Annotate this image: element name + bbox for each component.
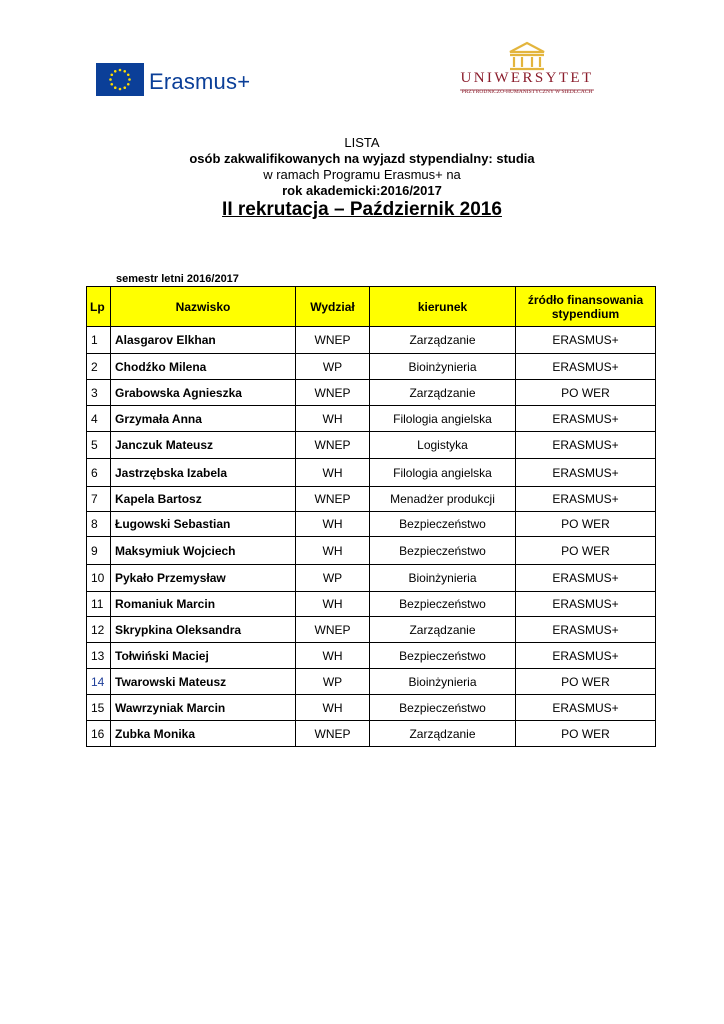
cell-lp: 10 [87,565,111,592]
cell-course: Filologia angielska [370,406,516,432]
cell-course: Bezpieczeństwo [370,592,516,617]
cell-funding: ERASMUS+ [516,327,656,354]
cell-name: Wawrzyniak Marcin [111,695,296,721]
cell-lp: 7 [87,487,111,512]
cell-course: Bioinżynieria [370,354,516,380]
cell-name: Twarowski Mateusz [111,669,296,695]
cell-name: Alasgarov Elkhan [111,327,296,354]
eu-stars [96,63,144,96]
cell-faculty: WH [296,643,370,669]
erasmus-logo-text: Erasmus+ [149,69,251,94]
cell-name: Romaniuk Marcin [111,592,296,617]
column-header-lp: Lp [87,287,111,327]
cell-funding: ERASMUS+ [516,643,656,669]
cell-faculty: WNEP [296,487,370,512]
cell-course: Zarządzanie [370,617,516,643]
cell-lp: 5 [87,432,111,459]
cell-funding: ERASMUS+ [516,487,656,512]
cell-funding: PO WER [516,537,656,565]
doc-title-lista: LISTA [344,135,380,150]
table-row [87,354,656,380]
qualified-students-table [86,286,656,747]
table-header-row [87,287,656,327]
doc-program-line: w ramach Programu Erasmus+ na [263,167,461,182]
cell-faculty: WH [296,592,370,617]
university-subtitle: PRZYRODNICZO-HUMANISTYCZNY W SIEDLCACH [461,89,593,95]
cell-lp: 8 [87,512,111,537]
cell-funding: ERASMUS+ [516,592,656,617]
column-header-funding: źródło finansowania stypendium [516,287,656,327]
cell-faculty: WP [296,669,370,695]
table-row [87,592,656,617]
cell-course: Menadżer produkcji [370,487,516,512]
cell-name: Jastrzębska Izabela [111,459,296,487]
cell-faculty: WNEP [296,327,370,354]
cell-name: Tołwiński Maciej [111,643,296,669]
university-name: UNIWERSYTET [460,70,594,86]
cell-name: Chodźko Milena [111,354,296,380]
column-header-faculty: Wydział [296,287,370,327]
table-row [87,406,656,432]
doc-recruitment-title: II rekrutacja – Październik 2016 [222,199,502,220]
table-row [87,459,656,487]
cell-funding: ERASMUS+ [516,565,656,592]
cell-course: Bioinżynieria [370,565,516,592]
doc-academic-year: rok akademicki:2016/2017 [282,183,442,198]
cell-name: Zubka Monika [111,721,296,747]
cell-faculty: WP [296,354,370,380]
cell-funding: ERASMUS+ [516,406,656,432]
cell-faculty: WNEP [296,380,370,406]
cell-lp: 4 [87,406,111,432]
doc-subtitle: osób zakwalifikowanych na wyjazd stypendialny: studia [189,151,535,166]
table-row [87,565,656,592]
cell-name: Skrypkina Oleksandra [111,617,296,643]
cell-lp: 15 [87,695,111,721]
cell-funding: PO WER [516,669,656,695]
cell-funding: PO WER [516,721,656,747]
cell-name: Pykało Przemysław [111,565,296,592]
cell-lp: 16 [87,721,111,747]
table-row [87,669,656,695]
table-row [87,432,656,459]
cell-funding: ERASMUS+ [516,432,656,459]
cell-funding: ERASMUS+ [516,354,656,380]
cell-lp: 11 [87,592,111,617]
table-row [87,617,656,643]
cell-funding: ERASMUS+ [516,459,656,487]
cell-name: Grzymała Anna [111,406,296,432]
semester-label: semestr letni 2016/2017 [116,273,239,285]
cell-name: Janczuk Mateusz [111,432,296,459]
cell-course: Bezpieczeństwo [370,512,516,537]
table-row [87,512,656,537]
table-row [87,380,656,406]
table-row [87,695,656,721]
cell-course: Bezpieczeństwo [370,537,516,565]
column-header-name: Nazwisko [111,287,296,327]
cell-course: Zarządzanie [370,327,516,354]
cell-lp: 12 [87,617,111,643]
table-row [87,643,656,669]
cell-faculty: WH [296,459,370,487]
cell-funding: ERASMUS+ [516,695,656,721]
cell-funding: PO WER [516,512,656,537]
table-row [87,327,656,354]
cell-lp: 3 [87,380,111,406]
table-row [87,487,656,512]
cell-name: Grabowska Agnieszka [111,380,296,406]
cell-course: Bezpieczeństwo [370,695,516,721]
cell-name: Ługowski Sebastian [111,512,296,537]
cell-faculty: WNEP [296,432,370,459]
cell-name: Maksymiuk Wojciech [111,537,296,565]
cell-faculty: WNEP [296,617,370,643]
cell-funding: PO WER [516,380,656,406]
cell-faculty: WNEP [296,721,370,747]
cell-course: Zarządzanie [370,721,516,747]
cell-faculty: WH [296,695,370,721]
cell-faculty: WH [296,406,370,432]
cell-name: Kapela Bartosz [111,487,296,512]
cell-lp: 14 [87,669,111,695]
cell-course: Bioinżynieria [370,669,516,695]
cell-lp: 9 [87,537,111,565]
cell-faculty: WP [296,565,370,592]
table-row [87,537,656,565]
cell-lp: 1 [87,327,111,354]
cell-lp: 6 [87,459,111,487]
cell-course: Logistyka [370,432,516,459]
table-row [87,721,656,747]
cell-course: Bezpieczeństwo [370,643,516,669]
cell-funding: ERASMUS+ [516,617,656,643]
cell-lp: 13 [87,643,111,669]
cell-faculty: WH [296,512,370,537]
cell-faculty: WH [296,537,370,565]
cell-course: Zarządzanie [370,380,516,406]
cell-lp: 2 [87,354,111,380]
eu-flag-icon [96,63,144,96]
cell-course: Filologia angielska [370,459,516,487]
column-header-course: kierunek [370,287,516,327]
